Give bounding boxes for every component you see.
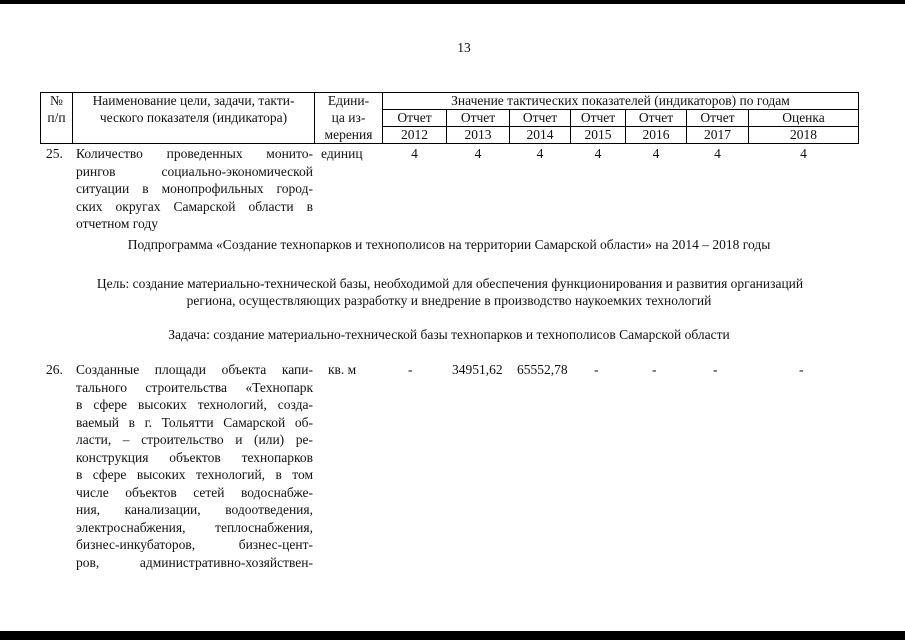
header-year-label: Отчет [460, 110, 496, 125]
value-cell: 65552,78 [517, 362, 568, 377]
unit-cell: единиц [321, 146, 363, 161]
page-number: 13 [457, 40, 471, 55]
header-year: 2018 [790, 127, 817, 142]
value-cell: - [799, 362, 804, 377]
value-cell: - [594, 362, 599, 377]
subprogram-title: Подпрограмма «Создание технопарков и технополисов на территории Самарской области» на 2014 – 2018 годы [127, 237, 771, 252]
goal-line-2: региона, осуществляющих разработку и внедрение в производство наукоемких технологий [186, 293, 712, 308]
value-cell: 4 [411, 146, 418, 161]
scan-border-bottom [0, 631, 905, 640]
value-cell: 4 [474, 146, 482, 161]
indicator-name: Количество проведенных монито- рингов социально-экономической ситуации в монопрофильных город- ских округах Самарской области в отчетном году [76, 146, 313, 231]
header-num-line1: № [50, 93, 63, 108]
header-year: 2014 [526, 127, 554, 142]
row-number: 25. [46, 146, 63, 161]
header-year-label: Отчет [580, 110, 616, 125]
header-year-label: Отчет [700, 110, 735, 125]
value-cell: 4 [594, 146, 602, 161]
scan-border-top [0, 0, 905, 4]
task-title: Задача: создание материально-технической базы технопарков и технополисов Самарской области [168, 327, 730, 342]
value-cell: 34951,62 [452, 362, 503, 377]
header-year-label: Отчет [638, 110, 674, 125]
row-number: 26. [46, 362, 63, 377]
header-name-line2: ческого показателя (индикатора) [99, 110, 288, 125]
unit-cell: кв. м [328, 362, 357, 377]
header-year-label: Оценка [782, 110, 825, 125]
header-unit-line2: ца из- [331, 110, 366, 125]
header-year: 2017 [704, 127, 731, 142]
value-cell: 4 [536, 146, 544, 161]
header-year-label: Отчет [397, 110, 432, 125]
header-year: 2012 [401, 127, 428, 142]
value-cell: 4 [652, 146, 660, 161]
header-unit-line3: мерения [324, 127, 373, 142]
value-cell: - [408, 362, 413, 377]
header-num-line2: п/п [47, 110, 66, 125]
indicator-name: Созданные площади объекта капи- тального строительства «Технопарк в сфере высоких технологий, созда- ваемый в г. Тольятти Самарской об- ласти, – строительство и (или) ре- конструкция объектов технопарков в сфере высоких технологий, в том числе объектов сетей водоснабже- ния, канализации, водоотведения, электроснабжения, теплоснабжения, бизнес-инкубаторов, бизнес-цент- ров, административно-хозяйствен- [76, 362, 313, 570]
value-cell: 4 [800, 146, 807, 161]
header-year: 2015 [584, 127, 612, 142]
goal-line-1: Цель: создание материально-технической базы, необходимой для обеспечения функционирования и развития организаций [96, 276, 804, 291]
header-year: 2013 [464, 127, 492, 142]
header-group-title: Значение тактических показателей (индикаторов) по годам [451, 93, 790, 108]
value-cell: 4 [714, 146, 721, 161]
header-year-label: Отчет [522, 110, 558, 125]
header-unit-line1: Едини- [327, 93, 370, 108]
value-cell: - [652, 362, 657, 377]
header-name-line1: Наименование цели, задачи, такти- [92, 93, 295, 108]
value-cell: - [713, 362, 718, 377]
header-year: 2016 [642, 127, 670, 142]
